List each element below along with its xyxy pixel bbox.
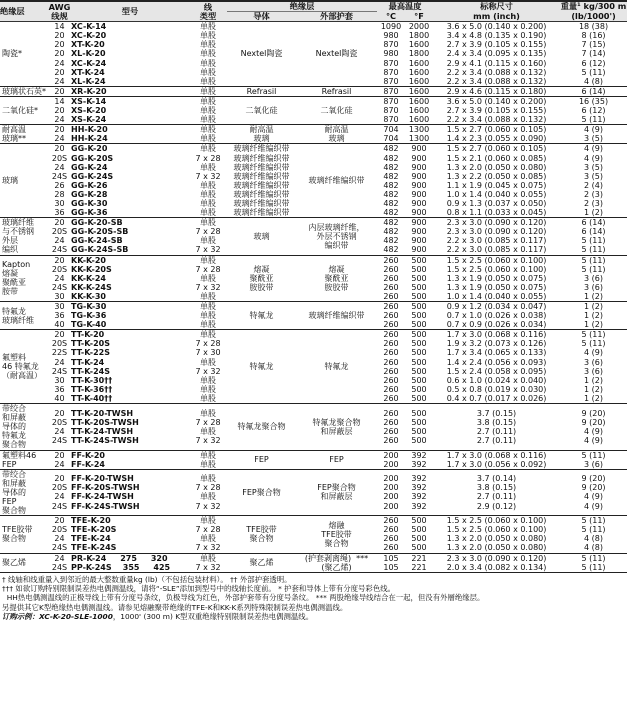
conductor-insulation: 玻璃	[227, 218, 296, 255]
max-temp-c: 870	[377, 86, 405, 96]
table-row	[0, 218, 627, 255]
nominal-size: 1.5 x 2.5 (0.060 x 0.100) 1.5 x 2.5 (0.060 x 0.100) 1.3 x 2.0 (0.050 x 0.080) 1.3 x 2.0 (0.050 x 0.080)	[433, 516, 560, 553]
insulation-category: 玻璃	[0, 144, 48, 218]
max-temp-c: 260 260 260 260	[377, 516, 405, 553]
table-row	[0, 516, 627, 553]
nominal-size: 3.6 x 5.0 (0.140 x 0.200) 2.7 x 3.9 (0.105 x 0.155) 2.2 x 3.4 (0.088 x 0.132)	[433, 96, 560, 124]
header-insulation-group: 绝缘层	[227, 1, 377, 12]
max-temp-c: 260 260 260 260 260	[377, 255, 405, 301]
weight-values: 5 (11) 3 (6)	[560, 450, 627, 469]
insulation-category: 带绞合 和屏蔽 导体的 特氟龙 聚合物	[0, 404, 48, 450]
footnote-2: ††† 如欲订购特别限制误差热电偶测温线，请将“-SLE”添加到型号中的线轴长度前。 * 护套和导体上带有分度号彩色线。	[2, 584, 395, 594]
table-row	[0, 553, 627, 572]
outer-jacket: 特氟龙	[296, 330, 377, 404]
insulation-category: 带绞合 和屏蔽 导体的 FEP 聚合物	[0, 469, 48, 515]
weight-values: 6 (14) 6 (14) 5 (11) 5 (11)	[560, 218, 627, 255]
awg-values: 24 24S	[48, 553, 71, 572]
header-temp-f: °F	[405, 12, 433, 22]
table-row	[0, 450, 627, 469]
conductor-insulation: 特氟龙	[227, 302, 296, 330]
outer-jacket: 熔融 TFE胶带 聚合物	[296, 516, 377, 553]
weight-values: 4 (9) 4 (9) 3 (5) 3 (5) 2 (4) 2 (3) 2 (3) 1 (2)	[560, 144, 627, 218]
conductor-insulation: 玻璃纤维编织带 玻璃纤维编织带 玻璃纤维编织带 玻璃纤维编织带 玻璃纤维编织带 玻璃纤维编织带 玻璃纤维编织带 玻璃纤维编织带	[227, 144, 296, 218]
conductor-insulation: FEP	[227, 450, 296, 469]
insulation-category: 陶瓷*	[0, 22, 48, 87]
model-values: FF-K-20 FF-K-24	[71, 450, 189, 469]
outer-jacket: (护套剥离绳) *** (聚乙烯)	[296, 553, 377, 572]
outer-jacket: FEP聚合物 和屏蔽层	[296, 469, 377, 515]
nominal-size: 3.7 (0.14) 3.8 (0.15) 2.7 (0.11) 2.9 (0.12)	[433, 469, 560, 515]
model-values: TFE-K-20 TFE-K-20S TFE-K-24 TFE-K-24S	[71, 516, 189, 553]
conductor-insulation: 熔凝 聚酰亚 胺胶带	[227, 255, 296, 301]
awg-values: 20 20S 24 24S	[48, 469, 71, 515]
max-temp-c: 260 260 260 260	[377, 404, 405, 450]
weight-values: 5 (11) 5 (11) 4 (9) 3 (6) 3 (6) 1 (2) 1 (2) 1 (2)	[560, 330, 627, 404]
header-outer-jacket: 外部护套	[296, 12, 377, 22]
conductor-insulation: 耐高温 玻璃	[227, 125, 296, 144]
conductor-insulation: FEP聚合物	[227, 469, 296, 515]
max-temp-c: 704 704	[377, 125, 405, 144]
insulation-category: Kapton 熔凝 聚酰亚 胺带	[0, 255, 48, 301]
header-weight: 重量¹ kg/300 m	[560, 1, 627, 12]
outer-jacket: Refrasil	[296, 86, 377, 96]
outer-jacket: 熔凝 聚酰亚 胺胶带	[296, 255, 377, 301]
insulation-category: 玻璃纤维 与不锈钢 外层 编织	[0, 218, 48, 255]
table-row	[0, 255, 627, 301]
max-temp-f: 1300 1300	[405, 125, 433, 144]
max-temp-c: 200 200 200 200	[377, 469, 405, 515]
max-temp-c: 482 482 482 482	[377, 218, 405, 255]
weight-values: 1 (2) 1 (2) 1 (2)	[560, 302, 627, 330]
header-awg: AWG 线规	[48, 1, 71, 21]
table-body	[0, 22, 627, 573]
insulation-category: 二氧化硅*	[0, 96, 48, 124]
conductor-insulation: Nextel陶瓷	[227, 22, 296, 87]
awg-values: 30 36 40	[48, 302, 71, 330]
awg-values: 20 20S 22S 24 24S 30 36 40	[48, 330, 71, 404]
max-temp-f: 1600	[405, 86, 433, 96]
outer-jacket: 耐高温 玻璃	[296, 125, 377, 144]
insulation-category: TFE胶带 聚合物	[0, 516, 48, 553]
table-row	[0, 404, 627, 450]
nominal-size: 3.7 (0.15) 3.8 (0.15) 2.7 (0.11) 2.7 (0.11)	[433, 404, 560, 450]
awg-values: 20 24	[48, 125, 71, 144]
wire-type-values: 单股 7 x 28 单股 7 x 32	[189, 516, 227, 553]
header-wire-type: 线 类型	[189, 1, 227, 22]
table-row	[0, 22, 627, 87]
wire-type-values: 单股 单股	[189, 125, 227, 144]
outer-jacket: 特氟龙聚合物 和屏蔽层	[296, 404, 377, 450]
max-temp-f: 500 500 500	[405, 302, 433, 330]
nominal-size: 1.5 x 2.7 (0.060 x 0.105) 1.5 x 2.1 (0.060 x 0.085) 1.3 x 2.0 (0.050 x 0.080) 1.3 x 2.2 (0.050 x 0.085) 1.1 x 1.9 (0.045 x 0.075) 1.0 x 1.4 (0.040 x 0.055) 0.9 x 1.3 (0.037 x 0.050) 0.8 x 1.1 (0.033 x 0.045)	[433, 144, 560, 218]
footnote-4: 另提供其它K型绝缘热电偶测温线。请参见熔融聚带绝缘的TFE-K和KK-K系列特殊限制误差热电偶测温线。	[2, 602, 348, 612]
nominal-size: 1.7 x 3.0 (0.068 x 0.116) 1.7 x 3.0 (0.056 x 0.092)	[433, 450, 560, 469]
max-temp-c: 1090 980 870 980 870 870 870	[377, 22, 405, 87]
awg-values: 20	[48, 86, 71, 96]
max-temp-c: 870 870 870	[377, 96, 405, 124]
nominal-size: 1.7 x 3.0 (0.068 x 0.116) 1.9 x 3.2 (0.073 x 0.126) 1.7 x 3.4 (0.065 x 0.133) 1.4 x 2.4 (0.056 x 0.093) 1.5 x 2.4 (0.058 x 0.095) 0.6 x 1.0 (0.024 x 0.040) 0.5 x 0.8 (0.019 x 0.030) 0.4 x 0.7 (0.017 x 0.026)	[433, 330, 560, 404]
outer-jacket: 玻璃纤维编织带	[296, 302, 377, 330]
insulation-category: 玻璃状石英*	[2, 86, 46, 96]
table-row	[0, 330, 627, 404]
header-nominal-size: 标称尺寸	[433, 1, 560, 12]
insulation-category: 聚乙烯	[0, 553, 48, 572]
max-temp-c: 105 105	[377, 553, 405, 572]
wire-type-values: 单股 7 x 28 单股 7 x 32 单股 单股 单股 单股	[189, 144, 227, 218]
max-temp-f: 500 500 500 500 500	[405, 255, 433, 301]
weight-values: 5 (11) 5 (11) 4 (8) 4 (8)	[560, 516, 627, 553]
awg-values: 14 20 20 20 24 20 24	[48, 22, 71, 87]
weight-values: 18 (38) 8 (16) 7 (15) 7 (14) 6 (12) 5 (11) 4 (8)	[560, 22, 627, 87]
weight-values: 9 (20) 9 (20) 4 (9) 4 (9)	[560, 469, 627, 515]
max-temp-f: 392 392 392 392	[405, 469, 433, 515]
max-temp-f: 392 392	[405, 450, 433, 469]
nominal-size: 1.5 x 2.5 (0.060 x 0.100) 1.5 x 2.5 (0.060 x 0.100) 1.3 x 1.9 (0.050 x 0.075) 1.3 x 1.9 (0.050 x 0.075) 1.0 x 1.4 (0.040 x 0.055)	[433, 255, 560, 301]
max-temp-f: 221 221	[405, 553, 433, 572]
wire-type-values: 单股 单股	[189, 450, 227, 469]
insulation-category: 氟塑料46 FEP	[0, 450, 48, 469]
max-temp-c: 200 200	[377, 450, 405, 469]
awg-values: 20 20S 24 24S	[48, 516, 71, 553]
model-values: HH-K-20 HH-K-24	[71, 125, 189, 144]
max-temp-f: 900 900 900 900	[405, 218, 433, 255]
weight-values: 16 (35) 6 (12) 5 (11)	[560, 96, 627, 124]
max-temp-f: 900 900 900 900 900 900 900 900	[405, 144, 433, 218]
wire-type-values: 单股 7 x 28 7 x 30 单股 7 x 32 单股 单股 单股	[189, 330, 227, 404]
conductor-insulation: Refrasil	[227, 86, 296, 96]
table-row	[0, 86, 627, 96]
model-values: KK-K-20 KK-K-20S KK-K-24 KK-K-24S KK-K-30	[71, 255, 189, 301]
header-temp-c: °C	[377, 12, 405, 22]
nominal-size: 2.3 x 3.0 (0.090 x 0.120) 2.3 x 3.0 (0.090 x 0.120) 2.2 x 3.0 (0.085 x 0.117) 2.2 x 3.0 (0.085 x 0.117)	[433, 218, 560, 255]
table-row	[0, 144, 627, 218]
max-temp-f: 1600 1600 1600	[405, 96, 433, 124]
wire-type-values: 单股 7 x 28 单股 7 x 32	[189, 404, 227, 450]
footnote-3: HH热电偶测温线的正极导线上带有分度号条纹，负极导线为红色，外部护套带有分度号条纹。 *** 两股绝缘导线结合在一起，但没有外層绝缘层。	[2, 593, 485, 603]
model-values: TT-K-20 TT-K-20S TT-K-22S TT-K-24 TT-K-24S TT-K-30†† TT-K-36†† TT-K-40††	[71, 330, 189, 404]
table-row	[0, 469, 627, 515]
model-values: TT-K-20-TWSH TT-K-20S-TWSH TT-K-24-TWSH TT-K-24S-TWSH	[71, 404, 189, 450]
conductor-insulation: 二氧化硅	[227, 96, 296, 124]
weight-values: 4 (9) 3 (5)	[560, 125, 627, 144]
header-conductor: 导体	[227, 12, 296, 22]
awg-values: 14 20 24	[48, 96, 71, 124]
header-model: 型号	[71, 1, 189, 22]
order-example	[2, 612, 625, 621]
table-row	[0, 96, 627, 124]
weight-values: 5 (11) 5 (11)	[560, 553, 627, 572]
insulation-category: 耐高温 玻璃**	[0, 125, 48, 144]
awg-values: 20 20S 24 24S 30	[48, 255, 71, 301]
model-values: XC-K-14 XC-K-20 XT-K-20 XL-K-20 XC-K-24 XT-K-24 XL-K-24	[71, 22, 189, 87]
max-temp-c: 260 260 260	[377, 302, 405, 330]
order-example-code: XC-K-20-SLE-1000	[38, 611, 113, 621]
table-row	[0, 125, 627, 144]
max-temp-c: 260 260 260 260 260 260 260 260	[377, 330, 405, 404]
max-temp-f: 2000 1800 1600 1800 1600 1600 1600	[405, 22, 433, 87]
max-temp-f: 500 500 500 500 500 500 500 500	[405, 330, 433, 404]
model-values: GG-K-20 GG-K-20S GG-K-24 GG-K-24S GG-K-26 GG-K-28 GG-K-30 GG-K-36	[71, 144, 189, 218]
nominal-size: 0.9 x 1.2 (0.034 x 0.047) 0.7 x 1.0 (0.026 x 0.038) 0.7 x 0.9 (0.026 x 0.034)	[433, 302, 560, 330]
footnotes	[0, 573, 627, 621]
conductor-insulation: TFE胶带 聚合物	[227, 516, 296, 553]
outer-jacket: FEP	[296, 450, 377, 469]
model-values: XS-K-14 XS-K-20 XS-K-24	[71, 96, 189, 124]
header-weight-unit: (lb/1000')	[560, 12, 627, 22]
insulation-category: 特氟龙 玻璃纤维	[0, 302, 48, 330]
nominal-size: 3.6 x 5.0 (0.140 x 0.200) 3.4 x 4.8 (0.135 x 0.190) 2.7 x 3.9 (0.105 x 0.155) 2.4 x 3.4 (0.095 x 0.135) 2.9 x 4.1 (0.115 x 0.160) 2.2 x 3.4 (0.088 x 0.132) 2.2 x 3.4 (0.088 x 0.132)	[433, 22, 560, 87]
wire-type-values: 单股 7 x 28 单股 7 x 32	[189, 218, 227, 255]
model-values: FF-K-20-TWSH FF-K-20S-TWSH FF-K-24-TWSH FF-K-24S-TWSH	[71, 469, 189, 515]
conductor-insulation: 聚乙烯	[227, 553, 296, 572]
weight-values: 6 (14)	[560, 86, 627, 96]
outer-jacket: 玻璃纤维编织带	[296, 144, 377, 218]
max-temp-c: 482 482 482 482 482 482 482 482	[377, 144, 405, 218]
model-values: GG-K-20-SB GG-K-20S-SB GG-K-24-SB GG-K-24S-SB	[71, 218, 189, 255]
wire-type-values: 单股 7 x 28 单股 7 x 32 单股	[189, 255, 227, 301]
awg-values: 20 24	[48, 450, 71, 469]
awg-values: 20 20S 24 24S	[48, 404, 71, 450]
wire-type-values: 单股 单股 单股	[189, 302, 227, 330]
conductor-insulation: 特氟龙	[227, 330, 296, 404]
order-example-label: 订购示例：	[2, 611, 39, 621]
max-temp-f: 500 500 500 500	[405, 516, 433, 553]
awg-values: 20 20S 24 24S 26 28 30 36	[48, 144, 71, 218]
outer-jacket: Nextel陶瓷	[296, 22, 377, 87]
model-values: PR-K-24 275 320 PP-K-24S 355 425	[71, 553, 189, 572]
wire-type-values: 单股 7 x 28 单股 7 x 32	[189, 469, 227, 515]
insulation-category: 氟塑料 46 特氟龙 （耐高温）	[0, 330, 48, 404]
header-max-temp: 最高温度	[377, 1, 433, 12]
model-values: XR-K-20	[71, 86, 189, 96]
max-temp-f: 500 500 500 500	[405, 404, 433, 450]
awg-values: 20 20S 24 24S	[48, 218, 71, 255]
header-size-unit: mm (inch)	[433, 12, 560, 22]
wire-type-values: 单股 7 x 32	[189, 553, 227, 572]
weight-values: 9 (20) 9 (20) 4 (9) 4 (9)	[560, 404, 627, 450]
nominal-size: 1.5 x 2.7 (0.060 x 0.105) 1.4 x 2.3 (0.055 x 0.090)	[433, 125, 560, 144]
outer-jacket: 内层玻璃纤维， 外层不锈钢 编织带	[296, 218, 377, 255]
header-insulation: 绝缘层	[0, 1, 48, 22]
wire-type-values: 单股 单股 单股 单股 单股 单股 单股	[189, 22, 227, 87]
model-values: TG-K-30 TG-K-36 TG-K-40	[71, 302, 189, 330]
table-row	[0, 302, 627, 330]
outer-jacket: 二氧化硅	[296, 96, 377, 124]
conductor-insulation: 特氟龙聚合物	[227, 404, 296, 450]
nominal-size: 2.9 x 4.6 (0.115 x 0.180)	[433, 86, 560, 96]
nominal-size: 2.3 x 3.0 (0.090 x 0.120) 2.0 x 3.4 (0.082 x 0.134)	[433, 553, 560, 572]
wire-type-values: 单股 单股 单股	[189, 96, 227, 124]
order-example-text: ，1000' (300 m) K型双重绝缘特别限制误差热电偶测温线。	[112, 611, 314, 621]
weight-values: 5 (11) 5 (11) 3 (6) 3 (6) 1 (2)	[560, 255, 627, 301]
wire-type-values: 单股	[189, 86, 227, 96]
footnote-1: † 线轴和线重量入到邻近的最大整数重量kg (lb)（不包括包装材料）。 †† 外部护套透明。	[2, 574, 292, 584]
